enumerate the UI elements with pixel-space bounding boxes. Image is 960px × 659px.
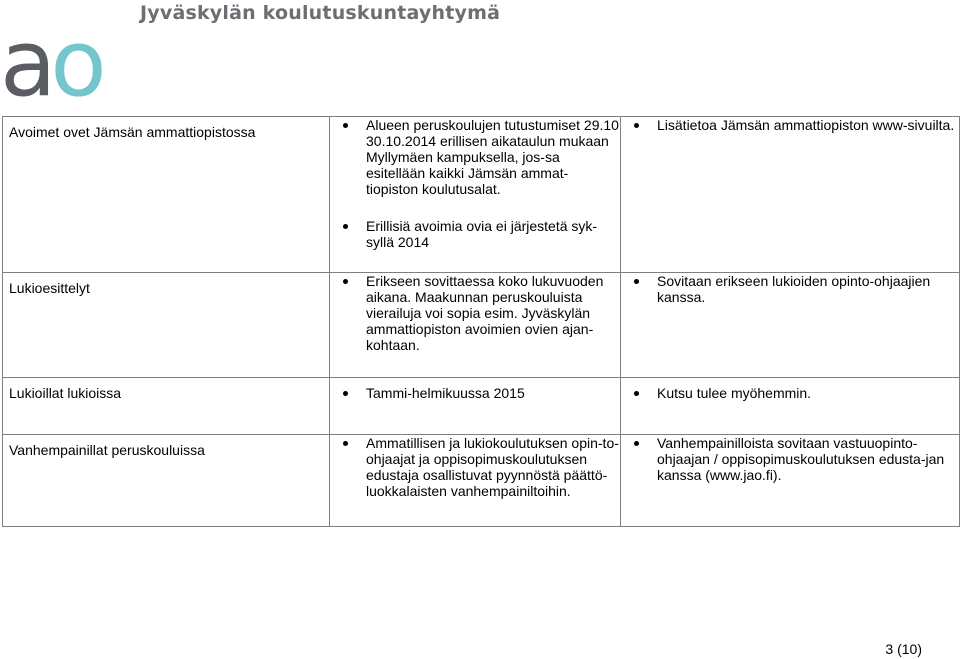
logo-letter-a: a (0, 10, 51, 117)
page-number: 3 (10) (885, 641, 922, 657)
notes-item: Lisätietoa Jämsän ammattiopiston www-sivuilta. (621, 117, 959, 133)
details-list (330, 273, 620, 353)
notes-item: Sovitaan erikseen lukioiden opinto-ohjaajien kanssa. (621, 273, 959, 305)
details-item: Erillisiä avoimia ovia ei järjestetä syk-syllä 2014 (330, 218, 620, 250)
notes-list (621, 117, 959, 133)
event-name: Vanhempainillat peruskouluissa (9, 442, 205, 458)
details-list (330, 378, 620, 401)
event-cell (3, 378, 330, 435)
organization-name: Jyväskylän koulutuskuntayhtymä (140, 2, 501, 24)
table-row (3, 117, 960, 273)
jao-logo (0, 10, 101, 117)
details-cell (330, 117, 621, 273)
event-name: Lukioesittelyt (9, 280, 90, 296)
notes-cell (621, 273, 960, 378)
table-row (3, 273, 960, 378)
details-item: Ammatillisen ja lukiokoulutuksen opin-to-ohjaajat ja oppisopimuskoulutuksen edustaja osallistuvat pyynnöstä päättö-luokkalaisten vanhempainiltoihin. (330, 435, 620, 499)
details-list (330, 435, 620, 499)
notes-list (621, 435, 959, 483)
details-cell (330, 435, 621, 527)
details-cell (330, 378, 621, 435)
event-table (2, 116, 960, 527)
notes-item: Vanhempainilloista sovitaan vastuuopinto-ohjaajan / oppisopimuskoulutuksen edusta-jan kanssa (www.jao.fi). (621, 435, 959, 483)
details-list (330, 117, 620, 250)
notes-cell (621, 378, 960, 435)
details-item: Erikseen sovittaessa koko lukuvuoden aikana. Maakunnan peruskouluista vierailuja voi sopia esim. Jyväskylän ammattiopiston avoimien ovien ajan-kohtaan. (330, 273, 620, 353)
notes-item: Kutsu tulee myöhemmin. (621, 385, 959, 401)
event-cell (3, 435, 330, 527)
details-item: Alueen peruskoulujen tutustumiset 29.10 30.10.2014 erillisen aikataulun mukaan Myllymäen kampuksella, jos-sa esitellään kaikki Jämsän ammat-tiopiston koulutusalat. (330, 117, 620, 197)
notes-list (621, 378, 959, 401)
notes-cell (621, 435, 960, 527)
table-row (3, 435, 960, 527)
details-item: Tammi-helmikuussa 2015 (330, 385, 620, 401)
logo-letter-o: o (50, 10, 101, 117)
event-name: Lukioillat lukioissa (9, 385, 122, 401)
event-name: Avoimet ovet Jämsän ammattiopistossa (9, 124, 256, 140)
notes-list (621, 273, 959, 305)
details-cell (330, 273, 621, 378)
event-cell (3, 273, 330, 378)
table-row (3, 378, 960, 435)
notes-cell (621, 117, 960, 273)
event-cell (3, 117, 330, 273)
